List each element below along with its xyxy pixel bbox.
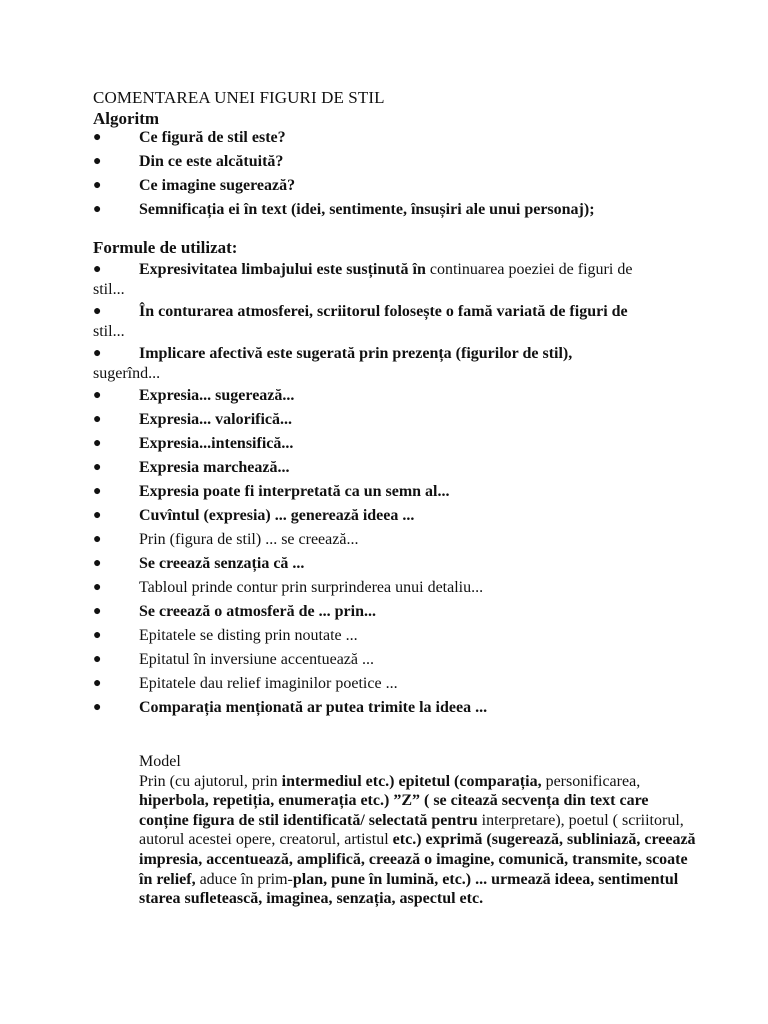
list-item: ● Expresia poate fi interpretată ca un semn al... <box>93 483 450 500</box>
algorithm-list <box>93 128 693 224</box>
list-item: ● Prin (figura de stil) ... se creează... <box>93 531 359 548</box>
bullet-icon: ● <box>93 700 102 715</box>
list-item: ● Epitatele dau relief imaginilor poetice ... <box>93 675 398 692</box>
list-item: ● Epitatele se disting prin noutate ... <box>93 627 358 644</box>
bullet-icon: ● <box>93 130 102 145</box>
algorithm-heading: Algoritm <box>93 109 160 128</box>
bullet-icon: ● <box>93 436 102 451</box>
formulas-heading: Formule de utilizat: <box>93 238 238 257</box>
list-item: ● Expresia... valorifică... <box>93 411 293 428</box>
list-item: ● Implicare afectivă este sugerată prin prezența (figurilor de stil), sugerînd... <box>93 345 573 382</box>
bullet-icon: ● <box>93 178 102 193</box>
list-item: ● Se creează o atmosferă de ... prin... <box>93 603 376 620</box>
formulas-list <box>93 260 693 722</box>
bullet-icon: ● <box>93 304 102 319</box>
bullet-icon: ● <box>93 652 102 667</box>
bullet-icon: ● <box>93 346 102 361</box>
document-title: COMENTAREA UNEI FIGURI DE STIL <box>93 88 385 107</box>
list-item: ● Expresivitatea limbajului este susținută în continuarea poeziei de figuri de stil... <box>93 261 633 298</box>
bullet-icon: ● <box>93 628 102 643</box>
bullet-icon: ● <box>93 202 102 217</box>
bullet-icon: ● <box>93 676 102 691</box>
list-item: ● Semnificația ei în text (idei, sentimente, însușiri ale unui personaj); <box>93 201 595 218</box>
bullet-icon: ● <box>93 388 102 403</box>
bullet-icon: ● <box>93 532 102 547</box>
bullet-icon: ● <box>93 556 102 571</box>
bullet-icon: ● <box>93 580 102 595</box>
model-paragraph: Model Prin (cu ajutorul, prin intermediul etc.) epitetul (comparația, personificarea, hiperbola, repetiția, enumerația etc.) ”Z” ( se citează secvența din text care conține figura de stil identificată/ selectată pentru interpretare), poetul ( scriitorul, autorul acestei opere, creatorul, artistul etc.) exprimă (sugerează, subliniază, creează impresia, accentuează, amplifică, creează o imagine, comunică, transmite, scoate în relief, aduce în prim-plan, pune în lumină, etc.) ... urmează ideea, sentimentul starea sufletească, imaginea, senzația, aspectul etc. <box>139 752 699 909</box>
bullet-icon: ● <box>93 412 102 427</box>
bullet-icon: ● <box>93 604 102 619</box>
bullet-icon: ● <box>93 484 102 499</box>
model-label: Model <box>139 753 181 770</box>
list-item: ● Cuvîntul (expresia) ... generează ideea ... <box>93 507 415 524</box>
list-item: ● Comparația menționată ar putea trimite la ideea ... <box>93 699 488 716</box>
list-item: ● Tabloul prinde contur prin surprinderea unui detaliu... <box>93 579 484 596</box>
list-item: ● Expresia marchează... <box>93 459 290 476</box>
bullet-icon: ● <box>93 154 102 169</box>
bullet-icon: ● <box>93 460 102 475</box>
list-item: ● Se creează senzația că ... <box>93 555 305 572</box>
list-item: ● Din ce este alcătuită? <box>93 153 284 170</box>
bullet-icon: ● <box>93 508 102 523</box>
list-item: ● Ce figură de stil este? <box>93 129 286 146</box>
list-item: ● Epitatul în inversiune accentuează ... <box>93 651 375 668</box>
list-item: ● Expresia... sugerează... <box>93 387 295 404</box>
list-item: ● În conturarea atmosferei, scriitorul folosește o famă variată de figuri de stil... <box>93 303 628 340</box>
list-item: ● Ce imagine sugerează? <box>93 177 296 194</box>
list-item: ● Expresia...intensifică... <box>93 435 294 452</box>
bullet-icon: ● <box>93 262 102 277</box>
